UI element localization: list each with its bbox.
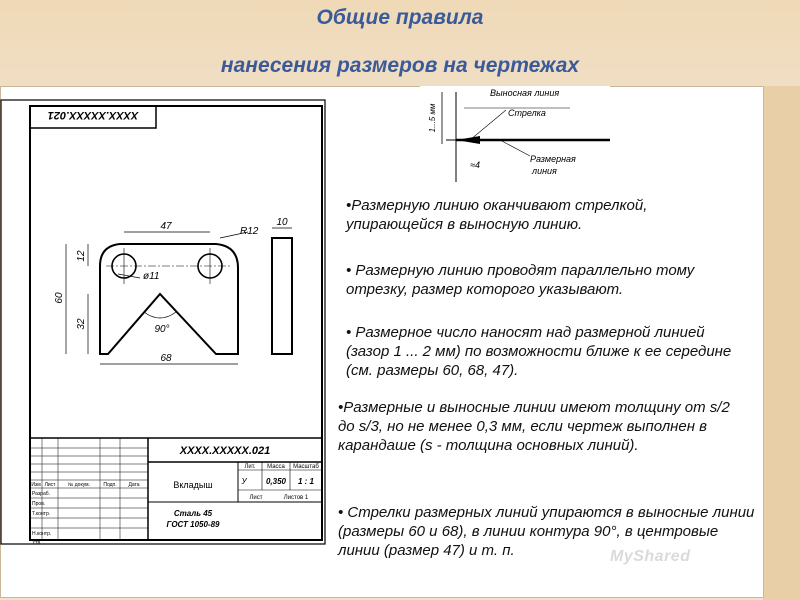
dim-12: 12 [76, 250, 87, 262]
dim-r12: R12 [240, 226, 259, 237]
stamp-row-nkontr: Н.контр. [32, 531, 52, 537]
dim-68: 68 [160, 353, 172, 364]
dim-10: 10 [276, 217, 288, 228]
dim-47: 47 [160, 221, 172, 232]
dim-60: 60 [54, 292, 65, 304]
rule-1: •Размерную линию оканчивают стрелкой, упирающейся в выносную линию. [346, 197, 648, 233]
stamp-col-izm: Изм [31, 482, 41, 488]
rule-5: • Стрелки размерных линий упираются в выносные линии (размеры 60 и 68), в линии контура 90°, в центровые линии (размер 47) и т. п. [338, 504, 755, 559]
dimension-schema [420, 86, 610, 186]
stamp-lit: Лит. [244, 464, 256, 470]
schema-label-razmernaya-2: линия [532, 166, 557, 176]
stamp-mass: Масса [267, 464, 285, 470]
rule-2: • Размерную линию проводят параллельно тому отрезку, размер которого указывают. [346, 262, 695, 298]
stamp-scale: Масштаб [293, 464, 319, 470]
stamp-scale-value: 1 : 1 [297, 477, 315, 486]
decorative-side-strip [763, 86, 800, 600]
rule-3: • Размерное число наносят над размерной линией (зазор 1 ... 2 мм) по возможности ближе к ее середине (см. размеры 60, 68, 47). [346, 324, 732, 379]
dim-90: 90° [154, 324, 170, 335]
schema-label-razmernaya-1: Размерная [530, 154, 576, 164]
stamp-part-name: Вкладыш [173, 480, 213, 490]
top-code: XXXX.XXXXX.021 [47, 109, 139, 121]
stamp-row-tkontr: Т.контр. [32, 511, 51, 517]
schema-dim-text: 1...5 мм [428, 103, 437, 133]
stamp-col-podp: Подп. [103, 482, 117, 488]
stamp-col-list: Лист [44, 482, 56, 488]
stamp-material-2: ГОСТ 1050-89 [166, 520, 220, 529]
dim-32: 32 [76, 318, 87, 330]
stamp-sheet: Лист [249, 495, 263, 501]
stamp-col-dokum: № докум. [68, 482, 90, 488]
stamp-row-utv: Утв. [32, 540, 42, 546]
stamp-row-razrab: Разраб. [32, 491, 51, 497]
slide-title-line2: нанесения размеров на чертежах [220, 54, 580, 77]
stamp-material-1: Сталь 45 [173, 509, 213, 518]
schema-approx4: ≈4 [470, 160, 480, 170]
slide-title-line1: Общие правила [316, 6, 484, 29]
stamp-code: XXXX.XXXXX.021 [179, 445, 271, 457]
watermark: MyShared [610, 548, 691, 565]
rule-4: •Размерные и выносные линии имеют толщину от s/2 до s/3, но не менее 0,3 мм, если чертеж выполнен в карандаше (s - толщина основных линий). [338, 399, 730, 454]
stamp-sheets: Листов 1 [283, 495, 309, 501]
dim-d11: ø11 [143, 271, 160, 282]
stamp-row-prov: Пров. [32, 501, 46, 507]
stamp-col-data: Дата [128, 482, 140, 488]
stamp-mass-value: 0,350 [265, 477, 287, 486]
stamp-letter-value: У [241, 477, 247, 486]
schema-label-strelka: Стрелка [508, 108, 546, 118]
technical-drawing [0, 98, 328, 546]
schema-label-vynosnaya: Выносная линия [490, 88, 560, 98]
